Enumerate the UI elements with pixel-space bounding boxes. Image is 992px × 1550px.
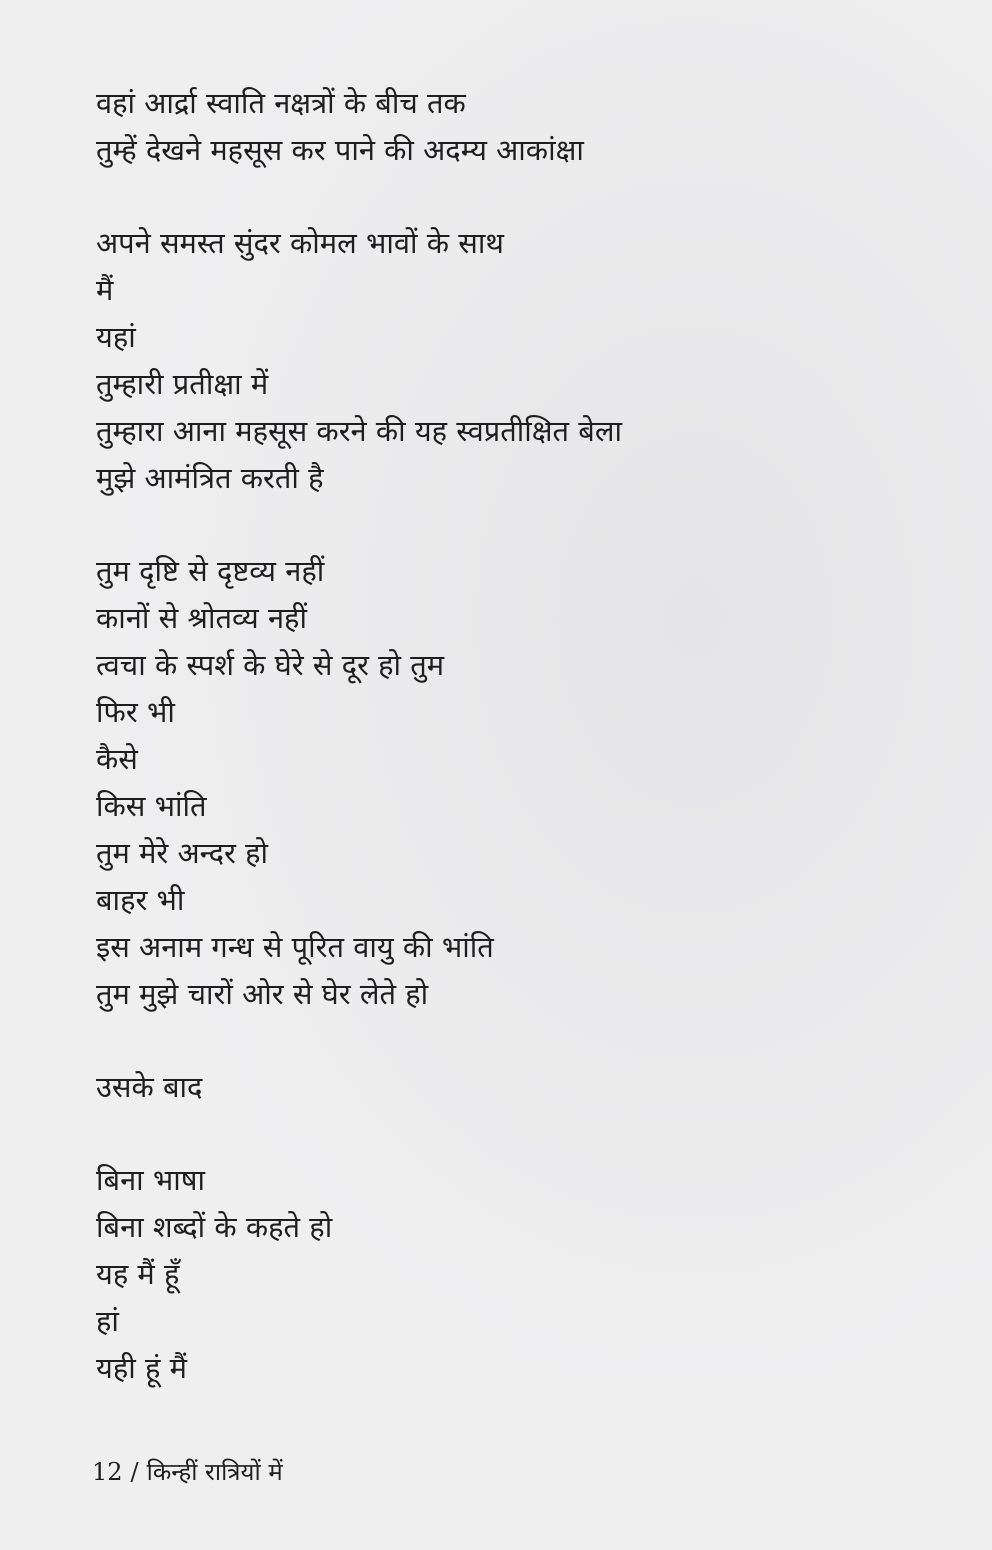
poem-line: उसके बाद <box>96 1070 203 1104</box>
stanza <box>96 80 736 174</box>
stanza-break <box>96 1018 736 1064</box>
poem-line: किस भांति <box>96 789 207 823</box>
running-title: किन्हीं रात्रियों में <box>146 1458 283 1486</box>
poem-line: तुम मुझे चारों ओर से घेर लेते हो <box>96 977 429 1011</box>
page-footer <box>92 1456 283 1488</box>
poem-body <box>96 80 736 1392</box>
stanza <box>96 220 736 502</box>
stanza-break <box>96 1111 736 1157</box>
poem-line: फिर भी <box>96 695 175 729</box>
poem-line: तुम्हें देखने महसूस कर पाने की अदम्य आकांक्षा <box>96 133 584 167</box>
poem-line: बाहर भी <box>96 883 185 917</box>
stanza <box>96 1064 736 1111</box>
page-number: 12 <box>92 1458 123 1486</box>
poem-line: वहां आर्द्रा स्वाति नक्षत्रों के बीच तक <box>96 86 466 120</box>
poem-line: हां <box>96 1304 119 1338</box>
poem-line: इस अनाम गन्ध से पूरित वायु की भांति <box>96 930 494 964</box>
stanza <box>96 1157 736 1392</box>
poem-line: बिना शब्दों के कहते हो <box>96 1210 333 1244</box>
poem-line: यही हूं मैं <box>96 1351 187 1385</box>
poem-line: मुझे आमंत्रित करती है <box>96 461 324 495</box>
poem-line: मैं <box>96 273 114 307</box>
poem-line: यहां <box>96 320 136 354</box>
footer-separator: / <box>130 1458 139 1486</box>
stanza <box>96 548 736 1018</box>
stanza-break <box>96 502 736 548</box>
poem-line: कानों से श्रोतव्य नहीं <box>96 601 307 635</box>
poem-line: तुम मेरे अन्दर हो <box>96 836 269 870</box>
poem-line: त्वचा के स्पर्श के घेरे से दूर हो तुम <box>96 648 445 682</box>
poem-line: तुम दृष्टि से दृष्टव्य नहीं <box>96 554 325 588</box>
poem-line: तुम्हारा आना महसूस करने की यह स्वप्रतीक्षित बेला <box>96 414 623 448</box>
poem-line: अपने समस्त सुंदर कोमल भावों के साथ <box>96 226 504 260</box>
poem-line: बिना भाषा <box>96 1163 206 1197</box>
poem-line: कैसे <box>96 742 138 776</box>
poem-line: तुम्हारी प्रतीक्षा में <box>96 367 269 401</box>
stanza-break <box>96 174 736 220</box>
poem-line: यह मैं हूँ <box>96 1257 180 1291</box>
